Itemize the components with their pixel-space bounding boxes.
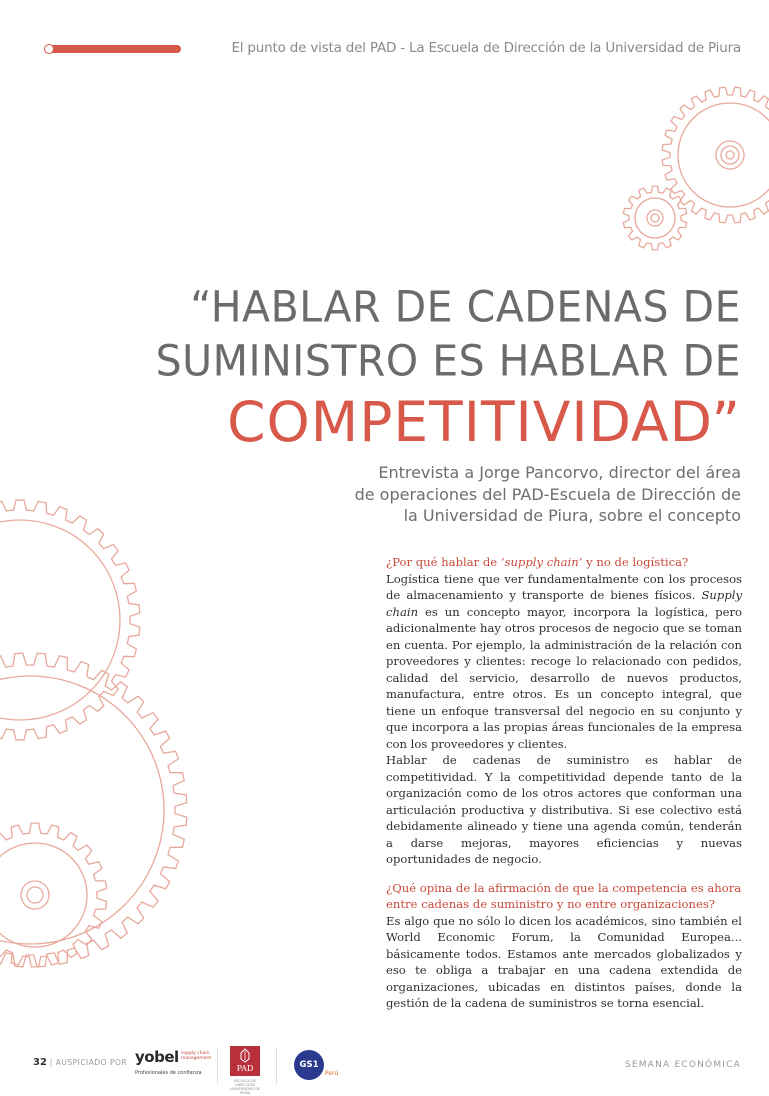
intro-line-3: la Universidad de Piura, sobre el concepto <box>403 506 741 525</box>
question-2-line-2: entre cadenas de suministro y no entre organizaciones? <box>386 897 716 911</box>
gear-top-small-ring <box>651 214 659 222</box>
footer-page-info <box>33 1057 127 1068</box>
pad-emblem <box>230 1046 260 1076</box>
question-2 <box>386 880 742 913</box>
yobel-tagline: Profesionales de confianza <box>135 1070 202 1076</box>
running-head: El punto de vista del PAD - La Escuela de Dirección de la Universidad de Piura <box>231 40 741 56</box>
footer-divider <box>217 1048 218 1084</box>
pad-subtitle: ESCUELA DE DIRECCIÓN UNIVERSIDAD DE PIURA <box>229 1079 261 1095</box>
gear-left-middle <box>0 653 187 967</box>
gear-top-large-ring <box>721 146 739 164</box>
footer-divider <box>276 1048 277 1084</box>
pad-wordmark: PAD <box>236 1064 254 1073</box>
title-line-3: COMPETITIVIDAD” <box>227 390 741 454</box>
gear-left-lower-teeth <box>0 823 107 967</box>
intro-line-2: de operaciones del PAD-Escuela de Dirección de <box>354 484 741 504</box>
answer-2-paragraph: Es algo que no sólo lo dicen los académicos, sino también el World Economic Forum, la Comunidad Europea... básicamente todos. Estamos ante mercados globalizados y eso te obliga a trabajar en una cadena extendida de organizaciones, ubicadas en distintos países, donde la gestión de la cadena de suministros se torna esencial. <box>386 913 742 1010</box>
question-1-text-b: y no de logística? <box>582 555 689 569</box>
yobel-descriptor: supply chain management <box>181 1051 212 1061</box>
gear-top-large-ring <box>726 151 734 159</box>
page-number: 32 <box>33 1057 47 1068</box>
yobel-logo <box>135 1048 211 1084</box>
gear-left-middle-teeth <box>0 653 187 967</box>
article-title <box>156 280 741 456</box>
title-line-1: “HABLAR DE CADENAS DE <box>190 281 741 333</box>
gear-top-small-ring <box>635 198 675 238</box>
publication-name: SEMANA ECONÓMICA <box>624 1060 741 1070</box>
gear-top-small-ring <box>647 210 663 226</box>
gs1-country: Perú <box>325 1070 339 1077</box>
title-line-2: SUMINISTRO ES HABLAR DE <box>155 335 741 387</box>
gear-left-lower-ring <box>27 887 43 903</box>
answer-1-text-a: Logística tiene que ver fundamentalmente con los procesos de almacenamiento y transporte de bienes físicos. <box>386 571 742 602</box>
gear-left-upper <box>0 500 140 740</box>
gear-top-large-ring <box>678 103 769 207</box>
question-1-text-a: ¿Por qué hablar de <box>386 555 501 569</box>
header-accent-cap <box>44 44 54 54</box>
answer-1-emphasis: Supply chain <box>386 588 742 619</box>
answer-1-paragraph-1 <box>386 571 742 753</box>
intro-line-1: Entrevista a Jorge Pancorvo, director del área <box>378 463 741 482</box>
question-1-emphasis: ‘supply chain’ <box>500 555 583 569</box>
sponsor-label: | AUSPICIADO POR <box>49 1058 128 1067</box>
question-2-line-1: ¿Qué opina de la afirmación de que la competencia es ahora <box>386 880 742 895</box>
gear-top-large-ring <box>716 141 744 169</box>
article-body <box>386 554 742 1012</box>
gs1-emblem: GS1 <box>294 1050 324 1080</box>
gear-left-upper-ring <box>0 520 120 720</box>
gear-left-upper-teeth <box>0 500 140 740</box>
answer-1-text-b: es un concepto mayor, incorpora la logística, pero adicionalmente hay otros procesos de negocio que se toman en cuenta. Por ejemplo, la administración de la relación con proveedores y clientes: recoge lo relacionado con pedidos, calidad del servicio, desarrollo de nuevos productos, manufactura, entre otros. Es un concepto integral, que tiene un enfoque transversal del negocio en su conjunto y que incorpora a las propias áreas funcionales de la empresa con los proveedores y clientes. <box>386 604 742 751</box>
gear-top-small <box>623 186 686 250</box>
pad-logo <box>229 1046 261 1095</box>
answer-1-paragraph-2: Hablar de cadenas de suministro es hablar de competitividad. Y la competitividad depende tanto de la organización como de los otros actores que conforman una articulación productiva y distributiva. Si ese colectivo está debidamente alineado y tiene una agenda común, tenderán a darse mejoras, mayores eficiencias y nuevas oportunidades de negocio. <box>386 753 742 866</box>
article-intro <box>341 462 741 527</box>
gear-left-lower <box>0 823 107 967</box>
gs1-logo <box>294 1050 340 1084</box>
gear-top-large <box>662 87 769 223</box>
yobel-wordmark: yobel <box>135 1048 179 1066</box>
pad-crest-icon <box>230 1046 260 1064</box>
question-1 <box>386 554 742 571</box>
gear-left-lower-ring <box>21 881 49 909</box>
header-accent-bar <box>47 45 181 53</box>
gear-top-small-teeth <box>623 186 686 250</box>
